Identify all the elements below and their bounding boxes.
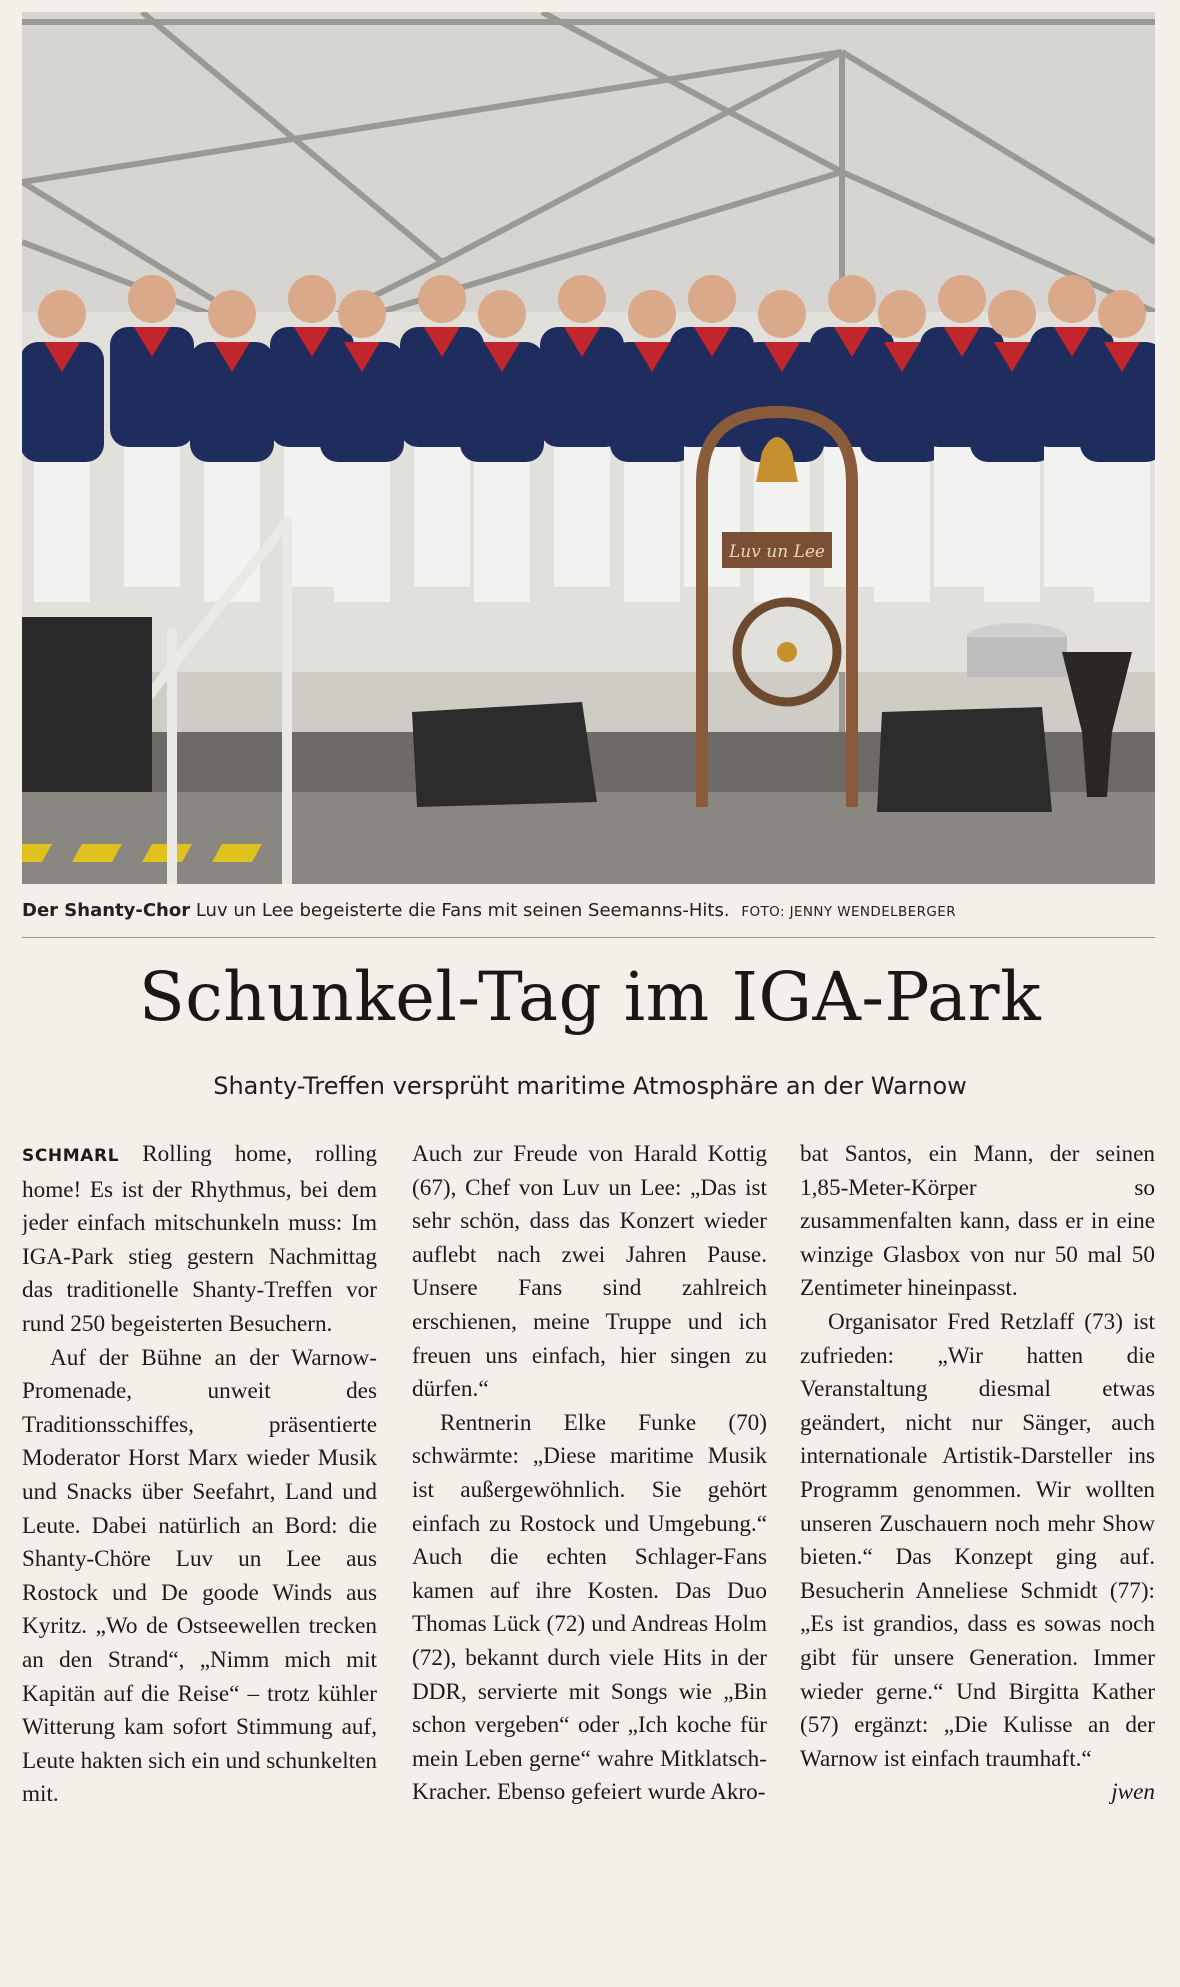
paragraph: bat Santos, ein Mann, der seinen 1,85-Meter-Körper so zusammenfalten kann, dass er in eine winzige Glasbox von nur 50 mal 50 Zentimeter hineinpasst. [800, 1141, 1155, 1302]
paragraph [22, 1138, 377, 1342]
paragraph: Rentnerin Elke Funke (70) schwärmte: „Diese maritime Musik ist außergewöhnlich. Sie gehört einfach zu Rostock und Umgebung.“ Auch die echten Schlager-Fans kamen auf ihre Kosten. Das Duo Thomas Lück (72) und Andreas Holm (72), bekannt durch viele Hits in der DDR, servierte mit Songs wie „Bin schon vergeben“ oder „Ich koche für mein Leben gerne“ wahre Mitklatsch-Kracher. Ebenso gefeiert wurde Akro- [412, 1409, 767, 1806]
photo-credit: FOTO: JENNY WENDELBERGER [741, 904, 956, 920]
caption-divider [22, 937, 1155, 938]
dateline: SCHMARL [22, 1146, 120, 1166]
paragraph [800, 1306, 1155, 1806]
paragraph: Auch zur Freude von Harald Kottig (67), Chef von Luv un Lee: „Das ist sehr schön, dass das Konzert wieder auflebt nach zwei Jahren Pause. Unsere Fans sind zahlreich erschienen, meine Truppe und ich freuen uns einfach, hier singen zu dürfen.“ [412, 1141, 767, 1403]
caption-text: Luv un Lee begeisterte die Fans mit seinen Seemanns-Hits. [190, 900, 730, 921]
svg-text:Luv un Lee: Luv un Lee [729, 542, 825, 562]
paragraph-text: Organisator Fred Retzlaff (73) ist zufrieden: „Wir hatten die Veranstaltung diesmal etwas geändert, nicht nur Sänger, auch internationale Artistik-Darsteller ins Programm genommen. Wir wollten unseren Zuschauern noch mehr Show bieten.“ Das Konzept ging auf. Besucherin Anneliese Schmidt (77): „Es ist grandios, dass es sowas noch gibt für unsere Generation. Immer wieder gerne.“ Und Birgitta Kather (57) ergänzt: „Die Kulisse an der Warnow ist einfach traumhaft.“ [800, 1308, 1155, 1772]
article-column-1 [22, 1138, 377, 1980]
author-initials: jwen [1111, 1779, 1155, 1806]
photo-caption [22, 900, 1155, 921]
article-column-3 [800, 1138, 1155, 1980]
article-photo [22, 12, 1155, 884]
caption-lead: Der Shanty-Chor [22, 900, 191, 921]
headline: Schunkel-Tag im IGA-Park [138, 958, 1042, 1036]
choir-photo-illustration [22, 12, 1155, 884]
paragraph-text: Rolling home, rolling home! Es ist der Rhythmus, bei dem jeder einfach mitschunkeln muss: Im IGA-Park stieg gestern Nachmittag das traditionelle Shanty-Treffen vor rund 250 begeisterten Besuchern. [22, 1141, 377, 1337]
paragraph: Auf der Bühne an der Warnow-Promenade, unweit des Traditionsschiffes, präsentierte Moderator Horst Marx wieder Musik und Snacks über Seefahrt, Land und Leute. Dabei natürlich an Bord: die Shanty-Chöre Luv un Lee aus Rostock und De goode Winds aus Kyritz. „Wo de Ostseewellen trecken an den Strand“, „Nimm mich mit Kapitän auf die Reise“ – trotz kühler Witterung kam sofort Stimmung auf, Leute hakten sich ein und schunkelten mit. [22, 1344, 377, 1808]
subheadline: Shanty-Treffen versprüht maritime Atmosphäre an der Warnow [213, 1072, 967, 1100]
article-column-2 [412, 1138, 767, 1980]
